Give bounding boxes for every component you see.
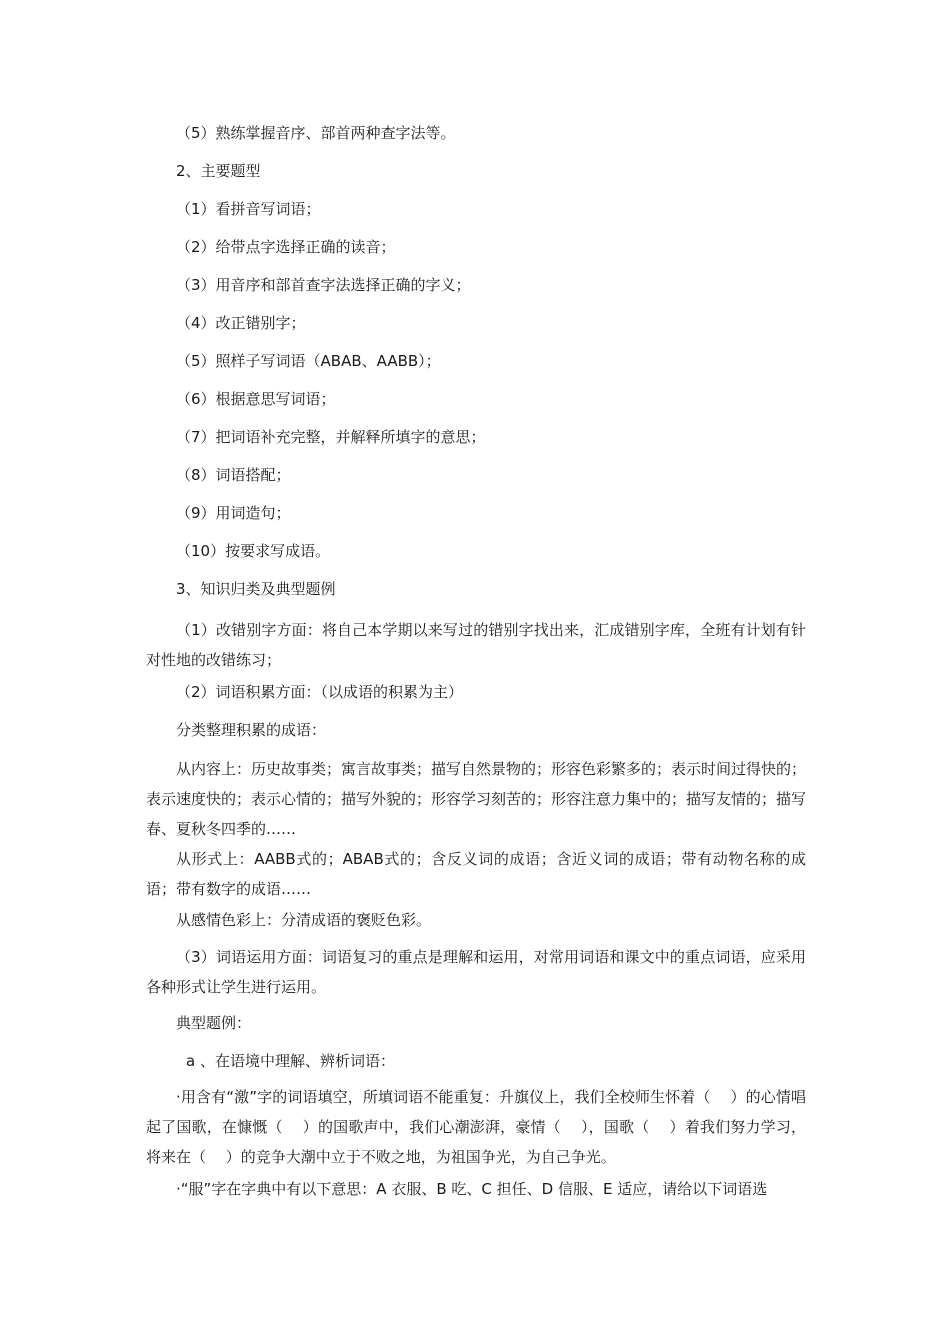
section-heading: 3、知识归类及典型题例 [176, 580, 336, 598]
text-line: （9）用词造句； [176, 504, 291, 522]
text-line: （6）根据意思写词语； [176, 390, 336, 408]
text-line: 典型题例： [176, 1014, 252, 1032]
paragraph-ji: ·用含有“激”字的词语填空，所填词语不能重复：升旗仪上，我们全校师生怀着（ ）的心情唱起了国歌，在慷慨（ ）的国歌声中，我们心潮澎湃，豪情（ ），国歌（ ）着我们努力学习，将来在（ ）的竞争大潮中立于不败之地，为祖国争光，为自己争光。 [146, 1088, 806, 1166]
text-line: （10）按要求写成语。 [176, 542, 331, 560]
text-line: （8）词语搭配； [176, 466, 291, 484]
text-line: （2）词语积累方面：（以成语的积累为主） [176, 683, 464, 701]
text-line: 分类整理积累的成语： [176, 721, 327, 739]
text-line: （5）照样子写词语（ABAB、AABB）； [176, 352, 441, 370]
paragraph-form: 从形式上：AABB式的；ABAB式的；含反义词的成语；含近义词的成语；带有动物名称的成语；带有数字的成语…… [146, 850, 806, 898]
section-heading: 2、主要题型 [176, 162, 261, 180]
text-line: （2）给带点字选择正确的读音； [176, 238, 396, 256]
text-line: （3）用音序和部首查字法选择正确的字义； [176, 276, 471, 294]
text-line: （7）把词语补充完整，并解释所填字的意思； [176, 428, 486, 446]
paragraph-usage: （3）词语运用方面：词语复习的重点是理解和运用，对常用词语和课文中的重点词语，应采用各种形式让学生进行运用。 [146, 948, 806, 996]
paragraph-content: 从内容上：历史故事类；寓言故事类；描写自然景物的；形容色彩繁多的；表示时间过得快的；表示速度快的；表示心情的；描写外貌的；形容学习刻苦的；形容注意力集中的；描写友情的；描写春、夏秋冬四季的…… [146, 760, 807, 838]
text-line: ·“服”字在字典中有以下意思：A 衣服、B 吃、C 担任、D 信服、E 适应，请给以下词语选 [176, 1180, 768, 1198]
text-line: 从感情色彩上：分清成语的褒贬色彩。 [176, 911, 432, 929]
text-line: （1）看拼音写词语； [176, 200, 321, 218]
text-line: a 、在语境中理解、辨析词语： [186, 1052, 395, 1070]
paragraph-typo: （1）改错别字方面：将自己本学期以来写过的错别字找出来，汇成错别字库，全班有计划有针对性地的改错练习； [146, 621, 806, 669]
text-line: （5）熟练掌握音序、部首两种查字法等。 [176, 124, 456, 142]
text-line: （4）改正错别字； [176, 314, 306, 332]
